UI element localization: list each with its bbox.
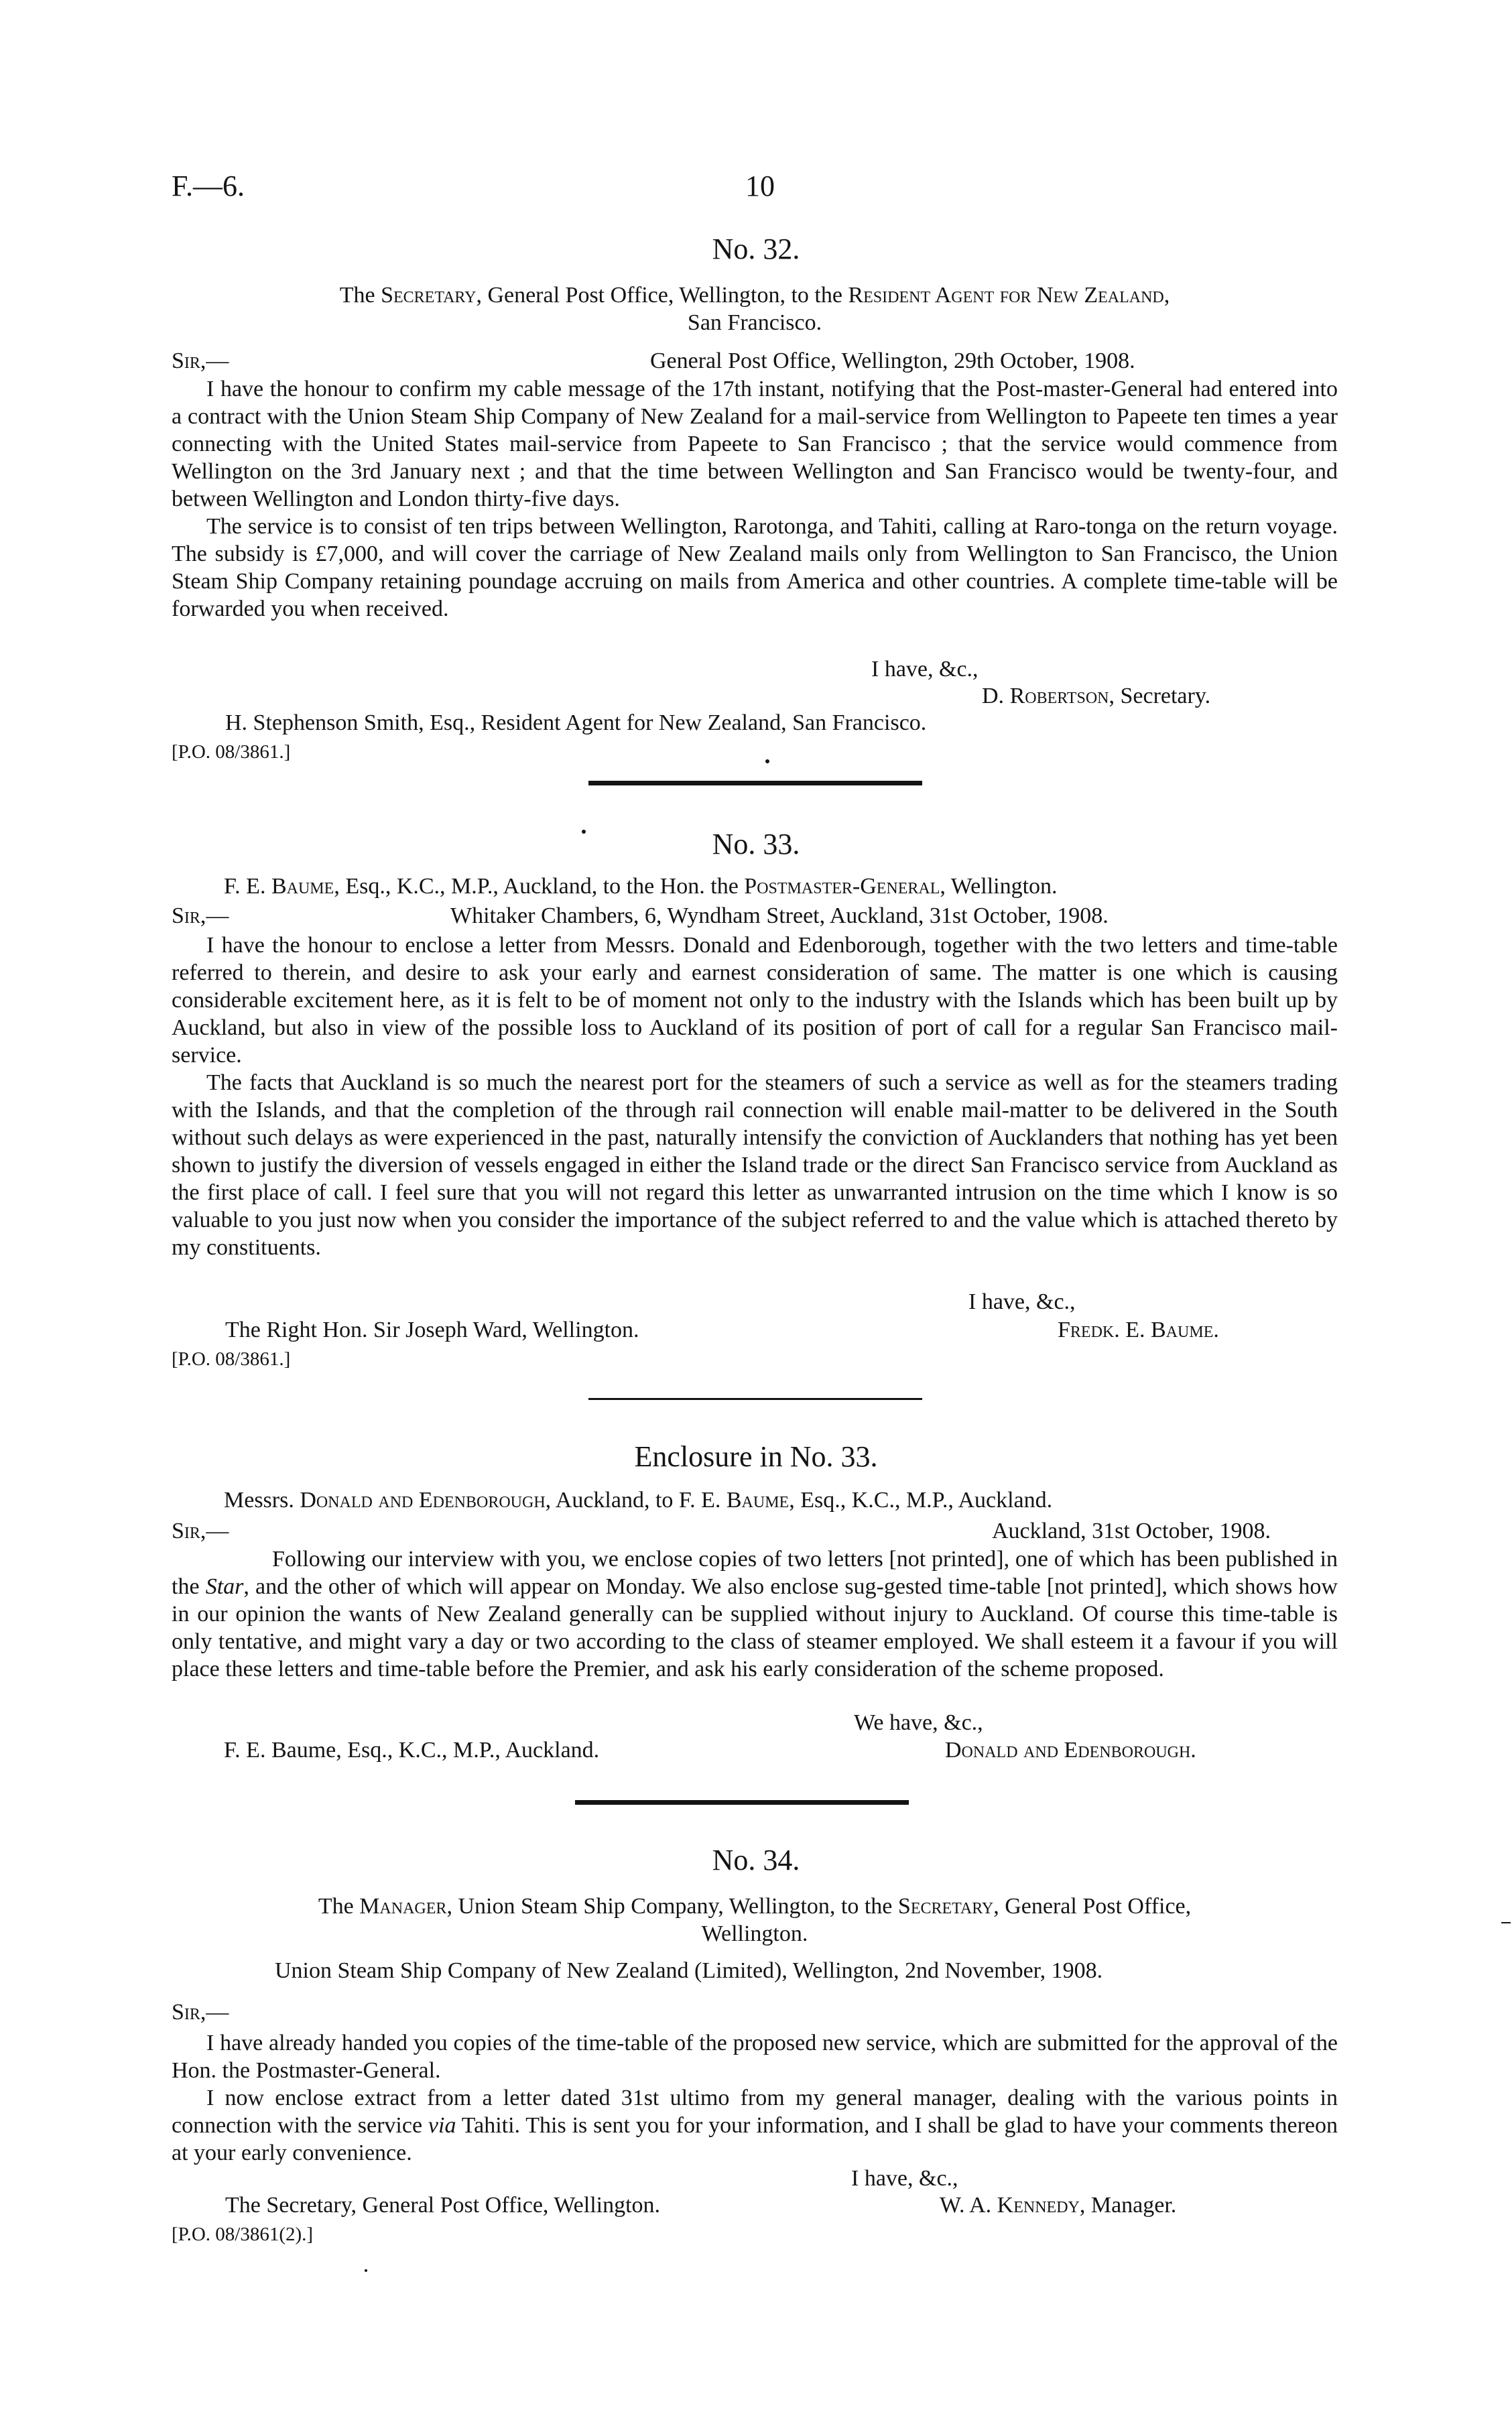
- print-speck: [365, 2269, 367, 2272]
- paragraph: The service is to consist of ten trips between Wellington, Rarotonga, and Tahiti, calling at Raro-tonga on the return voyage. The subsidy is £7,000, and will cover the carriage of New Zealand mails only from Wellington to San Francisco, the Union Steam Ship Company retaining poundage accruing on mails from America and other countries. A complete time-table will be forwarded you when received.: [172, 514, 1338, 621]
- closing: I have, &c.,: [871, 657, 979, 682]
- dateline: General Post Office, Wellington, 29th October, 1908.: [650, 348, 1135, 373]
- paragraph: I now enclose extract from a letter dated 31st ultimo from my general manager, dealing with the various points in connection with the service via Tahiti. This is sent you for your information, and I shall be glad to have your comments thereon at your early convenience.: [172, 2086, 1338, 2165]
- file-reference: [P.O. 08/3861(2).]: [172, 2224, 314, 2245]
- margin-mark: [1501, 1922, 1511, 1923]
- salutation: Sir,—: [172, 348, 229, 373]
- addressee: H. Stephenson Smith, Esq., Resident Agent for New Zealand, San Francisco.: [225, 710, 927, 735]
- addressee: The Right Hon. Sir Joseph Ward, Wellington.: [225, 1318, 639, 1342]
- closing: We have, &c.,: [854, 1710, 983, 1735]
- dateline: Union Steam Ship Company of New Zealand (Limited), Wellington, 2nd November, 1908.: [275, 1958, 1103, 1983]
- section-divider: [575, 1800, 909, 1805]
- letter-body: [172, 2029, 1338, 2167]
- letter-heading: Enclosure in No. 33.: [634, 1440, 878, 1473]
- salutation: Sir,—: [172, 903, 229, 928]
- letter-route: Messrs. Donald and Edenborough, Auckland, to F. E. Baume, Esq., K.C., M.P., Auckland.: [224, 1488, 1053, 1513]
- salutation: Sir,—: [172, 2000, 229, 2025]
- addressee: F. E. Baume, Esq., K.C., M.P., Auckland.: [224, 1738, 600, 1763]
- letter-route-continued: Wellington.: [701, 1921, 808, 1946]
- page-number: 10: [745, 170, 775, 202]
- letter-route-continued: San Francisco.: [687, 310, 822, 335]
- signature: W. A. Kennedy, Manager.: [940, 2193, 1177, 2218]
- letter-route: The Manager, Union Steam Ship Company, Wellington, to the Secretary, General Post Office,: [318, 1894, 1192, 1919]
- letter-heading: No. 32.: [712, 233, 800, 265]
- dateline: Auckland, 31st October, 1908.: [992, 1519, 1271, 1543]
- closing: I have, &c.,: [968, 1289, 1076, 1314]
- letter-body: [172, 1545, 1338, 1683]
- addressee: The Secretary, General Post Office, Wellington.: [225, 2193, 661, 2218]
- letter-heading: No. 34.: [712, 1844, 800, 1876]
- paragraph: I have already handed you copies of the time-table of the proposed new service, which are submitted for the approval of the Hon. the Postmaster-General.: [172, 2031, 1338, 2083]
- letter-route: The Secretary, General Post Office, Wellington, to the Resident Agent for New Zealand,: [339, 283, 1170, 308]
- file-reference: [P.O. 08/3861.]: [172, 741, 291, 763]
- paragraph: The facts that Auckland is so much the nearest port for the steamers of such a service as well as for the steamers trading with the Islands, and that the completion of the through rail connection will enable mail-matter to be delivered in the South without such delays as were experienced in the past, naturally intensify the conviction of Aucklanders that nothing has yet been shown to justify the diversion of vessels engaged in either the Island trade or the direct San Francisco service from Auckland as the first place of call. I feel sure that you will not regard this letter as unwarranted intrusion on the time which I know is so valuable to you just now when you consider the importance of the subject referred to and the value which is attached thereto by my constituents.: [172, 1070, 1338, 1260]
- letter-body: [172, 932, 1338, 1261]
- signature: Donald and Edenborough.: [945, 1738, 1196, 1763]
- section-divider: [588, 781, 922, 785]
- dateline: Whitaker Chambers, 6, Wyndham Street, Auckland, 31st October, 1908.: [450, 903, 1109, 928]
- signature: Fredk. E. Baume.: [1058, 1318, 1219, 1342]
- letter-route: F. E. Baume, Esq., K.C., M.P., Auckland, to the Hon. the Postmaster-General, Wellington.: [224, 874, 1058, 899]
- closing: I have, &c.,: [851, 2166, 958, 2191]
- print-speck: [765, 759, 769, 763]
- paragraph: Following our interview with you, we enclose copies of two letters [not printed], one of which has been published in the Star, and the other of which will appear on Monday. We also enclose sug-gested time-table [not printed], which shows how in our opinion the wants of New Zealand generally can be supplied without injury to Auckland. Of course this time-table is only tentative, and might vary a day or two according to the class of steamer employed. We shall esteem it a favour if you will place these letters and time-table before the Premier, and ask his early consideration of the scheme proposed.: [172, 1547, 1338, 1681]
- section-code: F.—6.: [172, 170, 245, 202]
- file-reference: [P.O. 08/3861.]: [172, 1348, 291, 1370]
- letter-body: [172, 375, 1338, 623]
- section-divider: [588, 1398, 922, 1400]
- signature: D. Robertson, Secretary.: [982, 684, 1211, 708]
- paragraph: I have the honour to enclose a letter from Messrs. Donald and Edenborough, together with the two letters and time-table referred to therein, and desire to ask your early and earnest consideration of same. The matter is one which is causing considerable excitement here, as it is felt to be of moment not only to the industry with the Islands which has been built up by Auckland, but also in view of the possible loss to Auckland of its position of port of call for a regular San Francisco mail-service.: [172, 933, 1338, 1068]
- salutation: Sir,—: [172, 1519, 229, 1543]
- paragraph: I have the honour to confirm my cable message of the 17th instant, notifying that the Post-master-General had entered into a contract with the Union Steam Ship Company of New Zealand for a mail-service from Wellington to Papeete ten times a year connecting with the United States mail-service from Papeete to San Francisco ; that the service would commence from Wellington on the 3rd January next ; and that the time between Wellington and San Francisco would be twenty-four, and between Wellington and London thirty-five days.: [172, 377, 1338, 511]
- letter-heading: No. 33.: [712, 828, 800, 861]
